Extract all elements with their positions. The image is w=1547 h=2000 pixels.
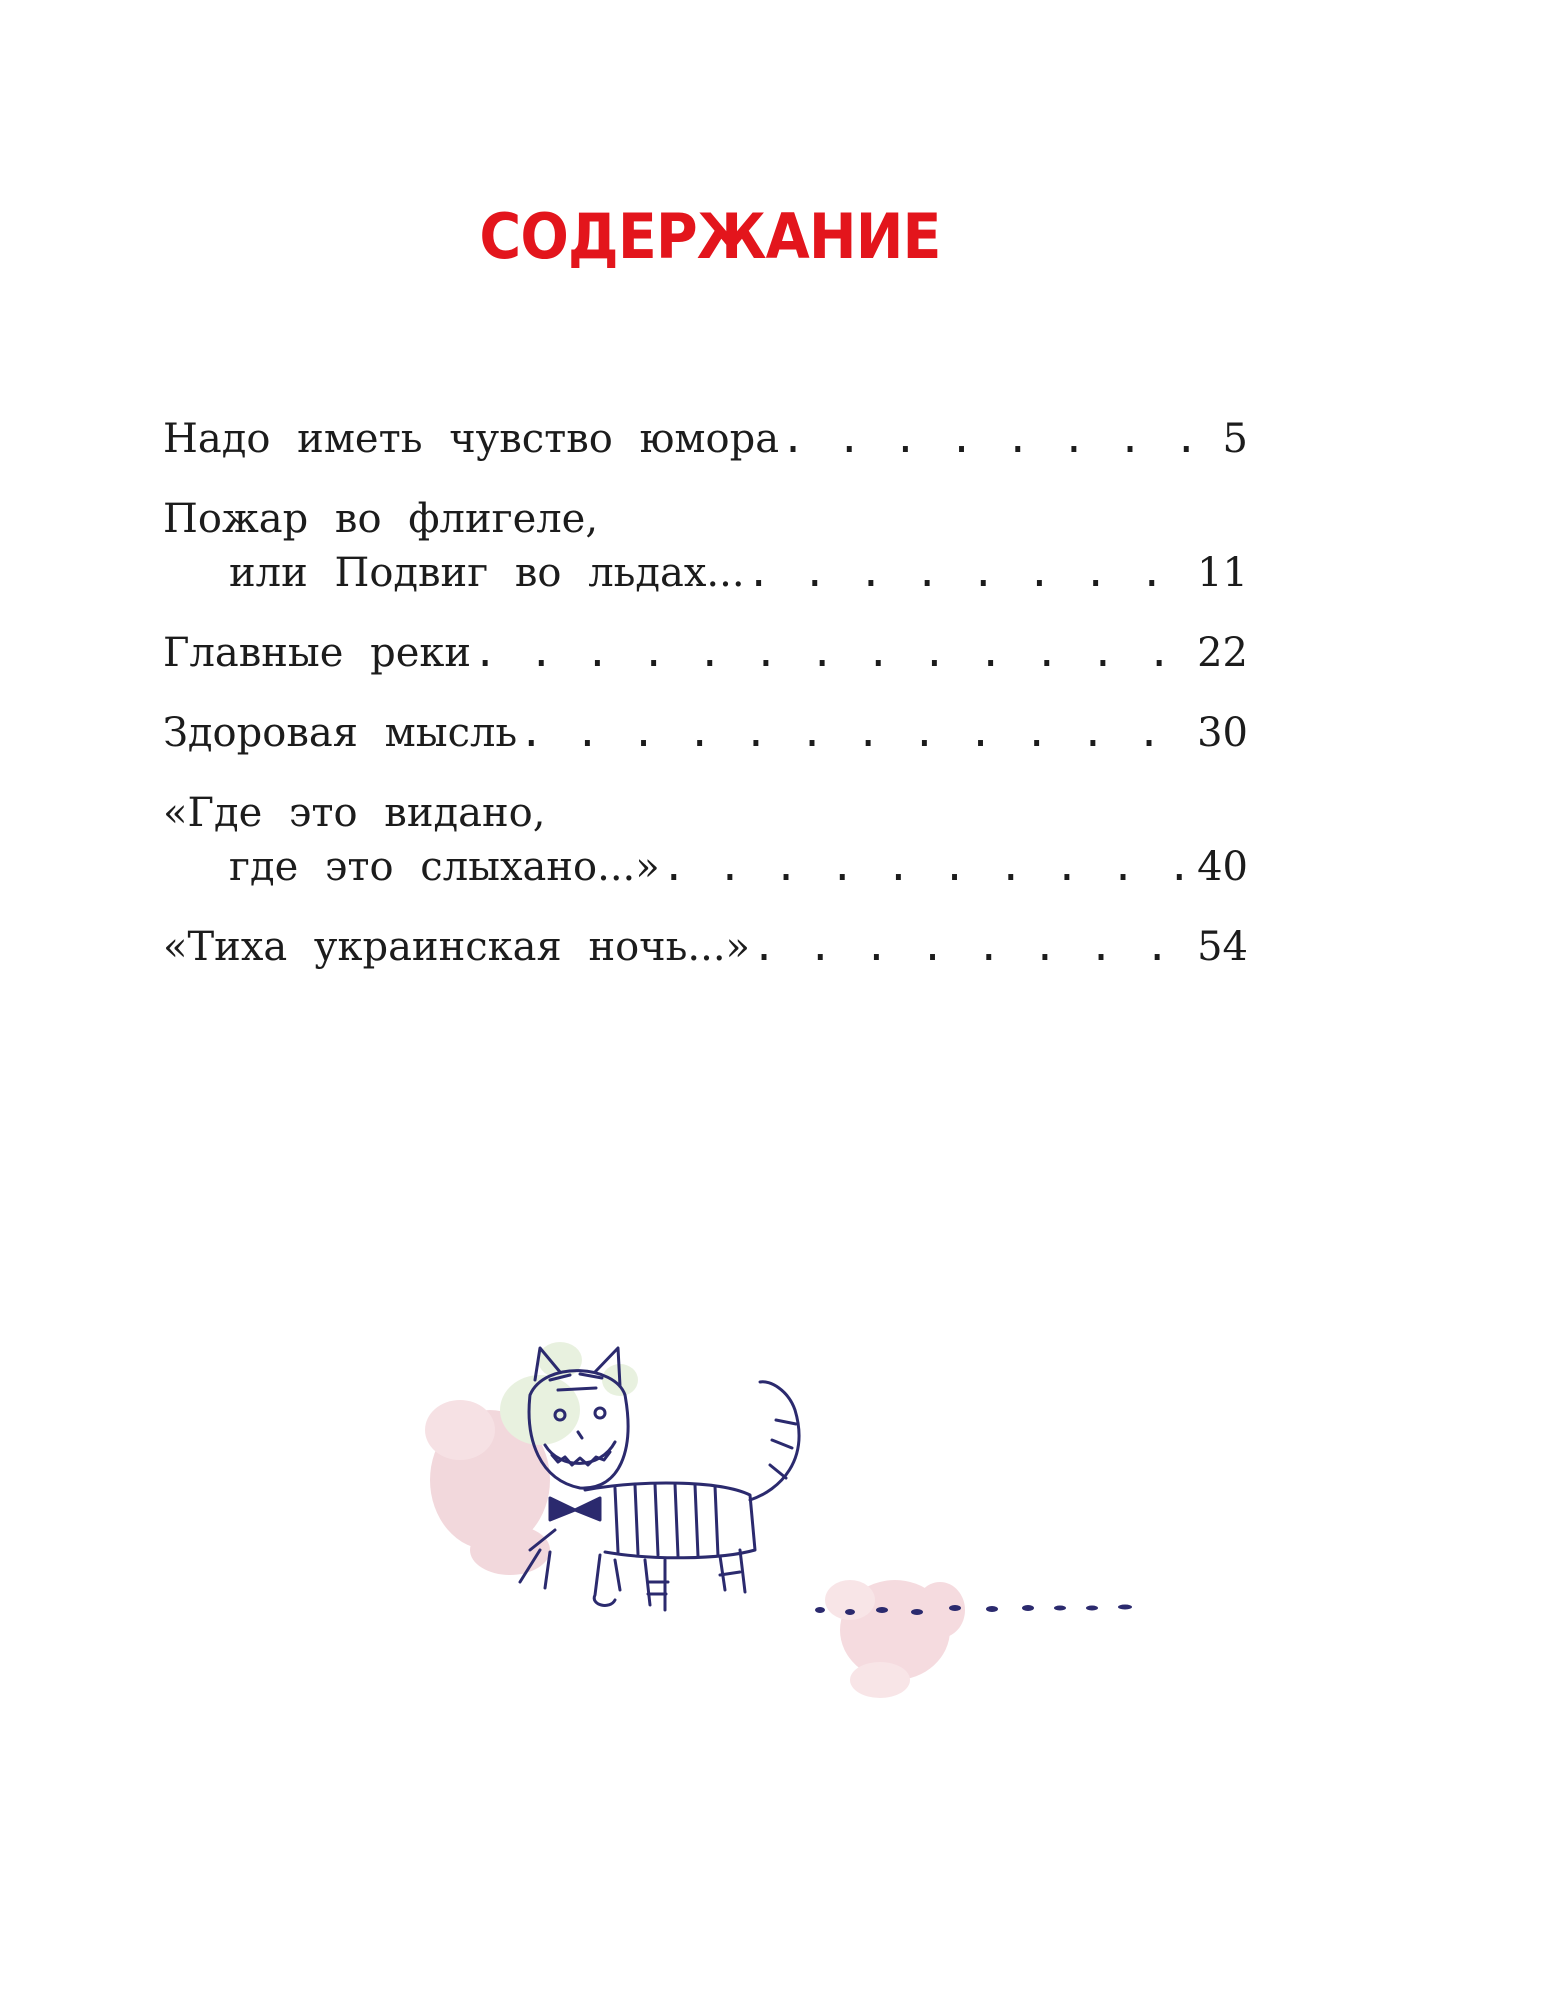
toc-entry[interactable] — [163, 492, 1248, 600]
toc-line — [163, 626, 1248, 680]
toc-page-number: 40 — [1197, 844, 1248, 890]
dot-leader — [752, 920, 1194, 974]
toc-entry-subtitle: где это слыхано...» — [229, 844, 660, 890]
dot-leader — [662, 840, 1194, 894]
table-of-contents — [163, 412, 1248, 1000]
cat-drawing-icon — [420, 1320, 1160, 1720]
toc-page-number: 11 — [1197, 550, 1248, 596]
toc-entry[interactable] — [163, 626, 1248, 680]
toc-entry-title: Главные реки — [163, 630, 472, 676]
toc-page-number: 54 — [1197, 924, 1248, 970]
dot-leader — [473, 626, 1194, 680]
toc-line — [163, 492, 1248, 546]
toc-entry-subtitle: или Подвиг во льдах... — [229, 550, 745, 596]
toc-entry[interactable] — [163, 920, 1248, 974]
toc-page-number: 5 — [1222, 416, 1248, 462]
toc-entry-title: «Тиха украинская ночь...» — [163, 924, 751, 970]
toc-entry[interactable] — [163, 412, 1248, 466]
dot-leader — [781, 412, 1194, 466]
toc-entry-title: Здоровая мысль — [163, 710, 518, 756]
toc-page-number: 22 — [1197, 630, 1248, 676]
dot-leader — [519, 706, 1194, 760]
toc-entry[interactable] — [163, 786, 1248, 894]
page-title: СОДЕРЖАНИЕ — [479, 200, 941, 273]
toc-line — [163, 786, 1248, 840]
toc-line — [163, 412, 1248, 466]
toc-line — [163, 840, 1248, 894]
toc-entry-title: «Где это видано, — [163, 790, 546, 836]
dot-leader — [747, 546, 1194, 600]
toc-page-number: 30 — [1197, 710, 1248, 756]
toc-entry-title: Пожар во флигеле, — [163, 496, 599, 542]
toc-line — [163, 546, 1248, 600]
toc-entry[interactable] — [163, 706, 1248, 760]
toc-line — [163, 920, 1248, 974]
toc-line — [163, 706, 1248, 760]
toc-entry-title: Надо иметь чувство юмора — [163, 416, 780, 462]
